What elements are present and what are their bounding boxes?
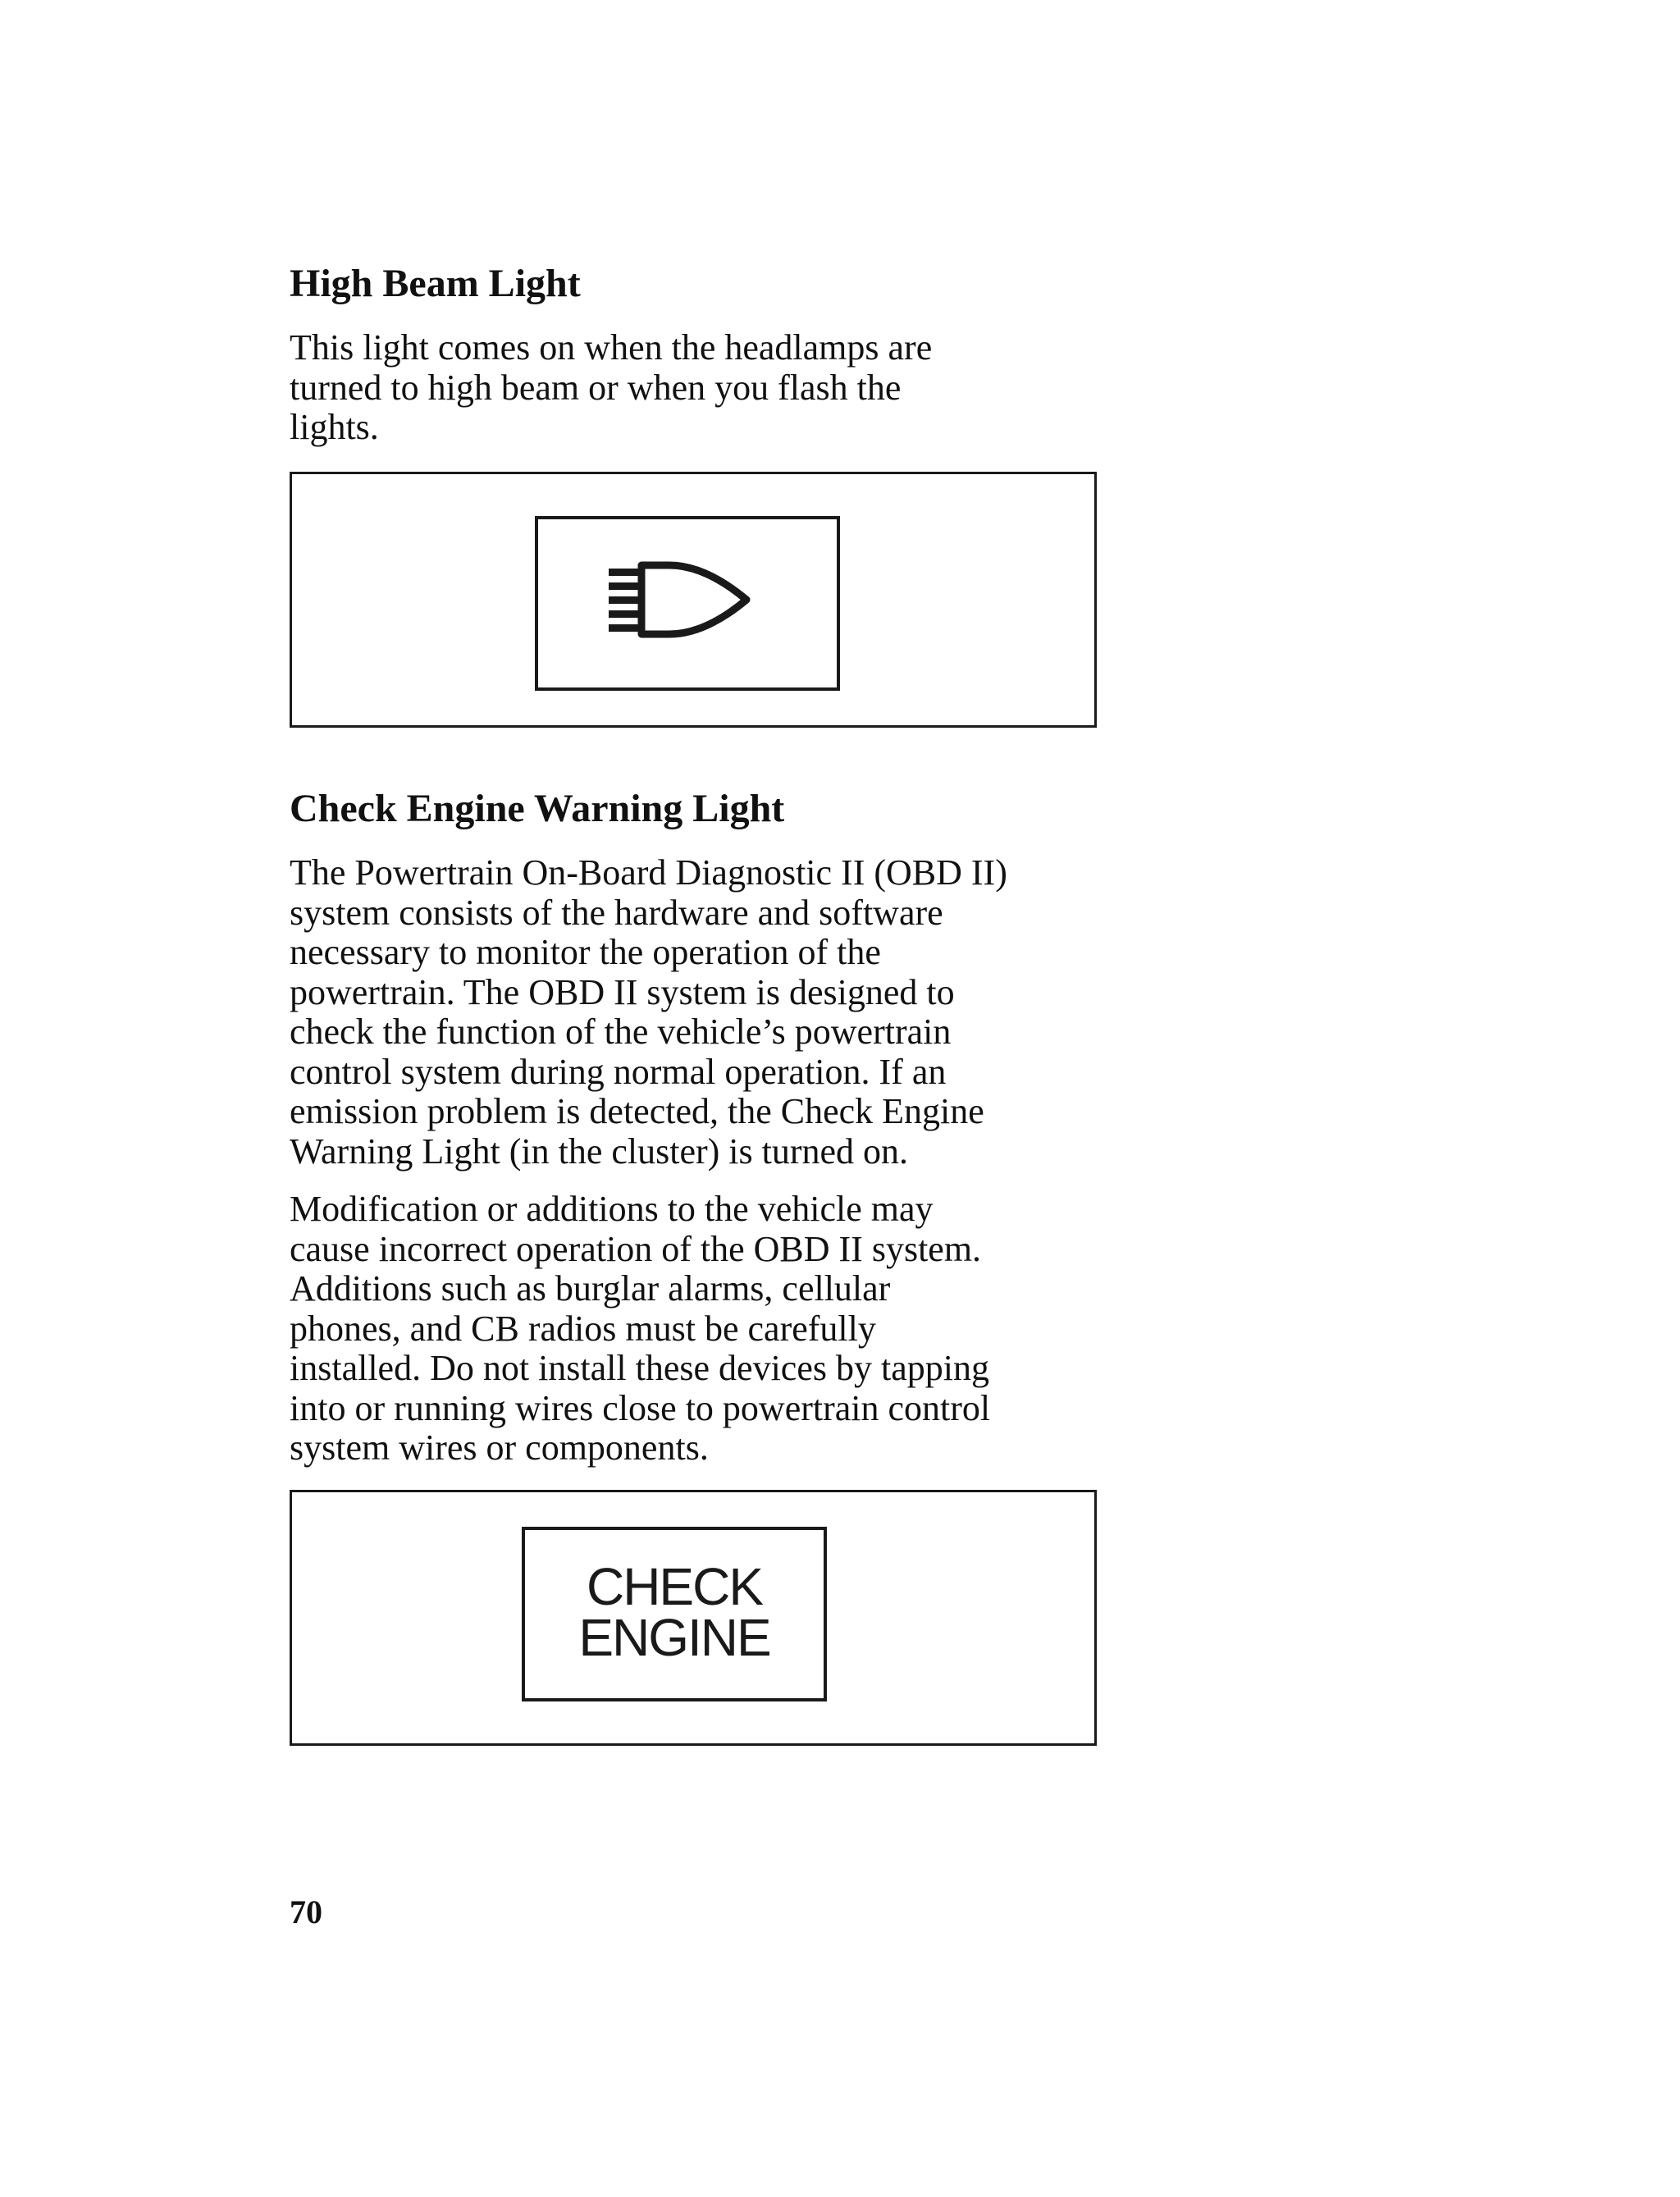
- modification-warning-paragraph: [290, 1190, 990, 1468]
- check-engine-label: [525, 1557, 824, 1667]
- text-line: Modification or additions to the vehicle may: [290, 1189, 934, 1229]
- text-line: installed. Do not install these devices by tapping: [290, 1348, 989, 1388]
- section-heading-check-engine: Check Engine Warning Light: [290, 787, 785, 830]
- check-engine-figure: [290, 1490, 1097, 1746]
- page-number: 70: [290, 1893, 322, 1930]
- text-line: into or running wires close to powertrain control: [290, 1387, 991, 1428]
- text-line: necessary to monitor the operation of the: [290, 932, 881, 972]
- check-engine-label-line: CHECK: [586, 1557, 763, 1616]
- check-engine-label-line: ENGINE: [578, 1608, 770, 1667]
- high-beam-indicator-frame: [535, 516, 840, 691]
- text-line: This light comes on when the headlamps are: [290, 327, 933, 368]
- text-line: phones, and CB radios must be carefully: [290, 1308, 876, 1349]
- high-beam-figure: [290, 472, 1097, 728]
- text-line: Warning Light (in the cluster) is turned on.: [290, 1130, 909, 1172]
- text-line: control system during normal operation. If an: [290, 1051, 947, 1092]
- text-line: The Powertrain On-Board Diagnostic II (OBD II): [290, 852, 1007, 893]
- text-line: emission problem is detected, the Check Engine: [290, 1091, 984, 1131]
- text-line: Additions such as burglar alarms, cellular: [290, 1268, 891, 1309]
- high-beam-description: [290, 328, 932, 448]
- obd-description-paragraph: [290, 853, 1007, 1172]
- text-line: check the function of the vehicle’s powertrain: [290, 1012, 952, 1052]
- text-line: system consists of the hardware and software: [290, 892, 943, 933]
- high-beam-headlamp-icon: [538, 519, 837, 687]
- check-engine-indicator: [522, 1527, 827, 1701]
- text-line: turned to high beam or when you flash the: [290, 367, 902, 408]
- section-heading-high-beam: High Beam Light: [290, 262, 581, 305]
- text-line: powertrain. The OBD II system is designed to: [290, 971, 955, 1012]
- text-line: lights.: [290, 407, 379, 447]
- text-line: system wires or components.: [290, 1427, 709, 1468]
- text-line: cause incorrect operation of the OBD II system.: [290, 1228, 982, 1269]
